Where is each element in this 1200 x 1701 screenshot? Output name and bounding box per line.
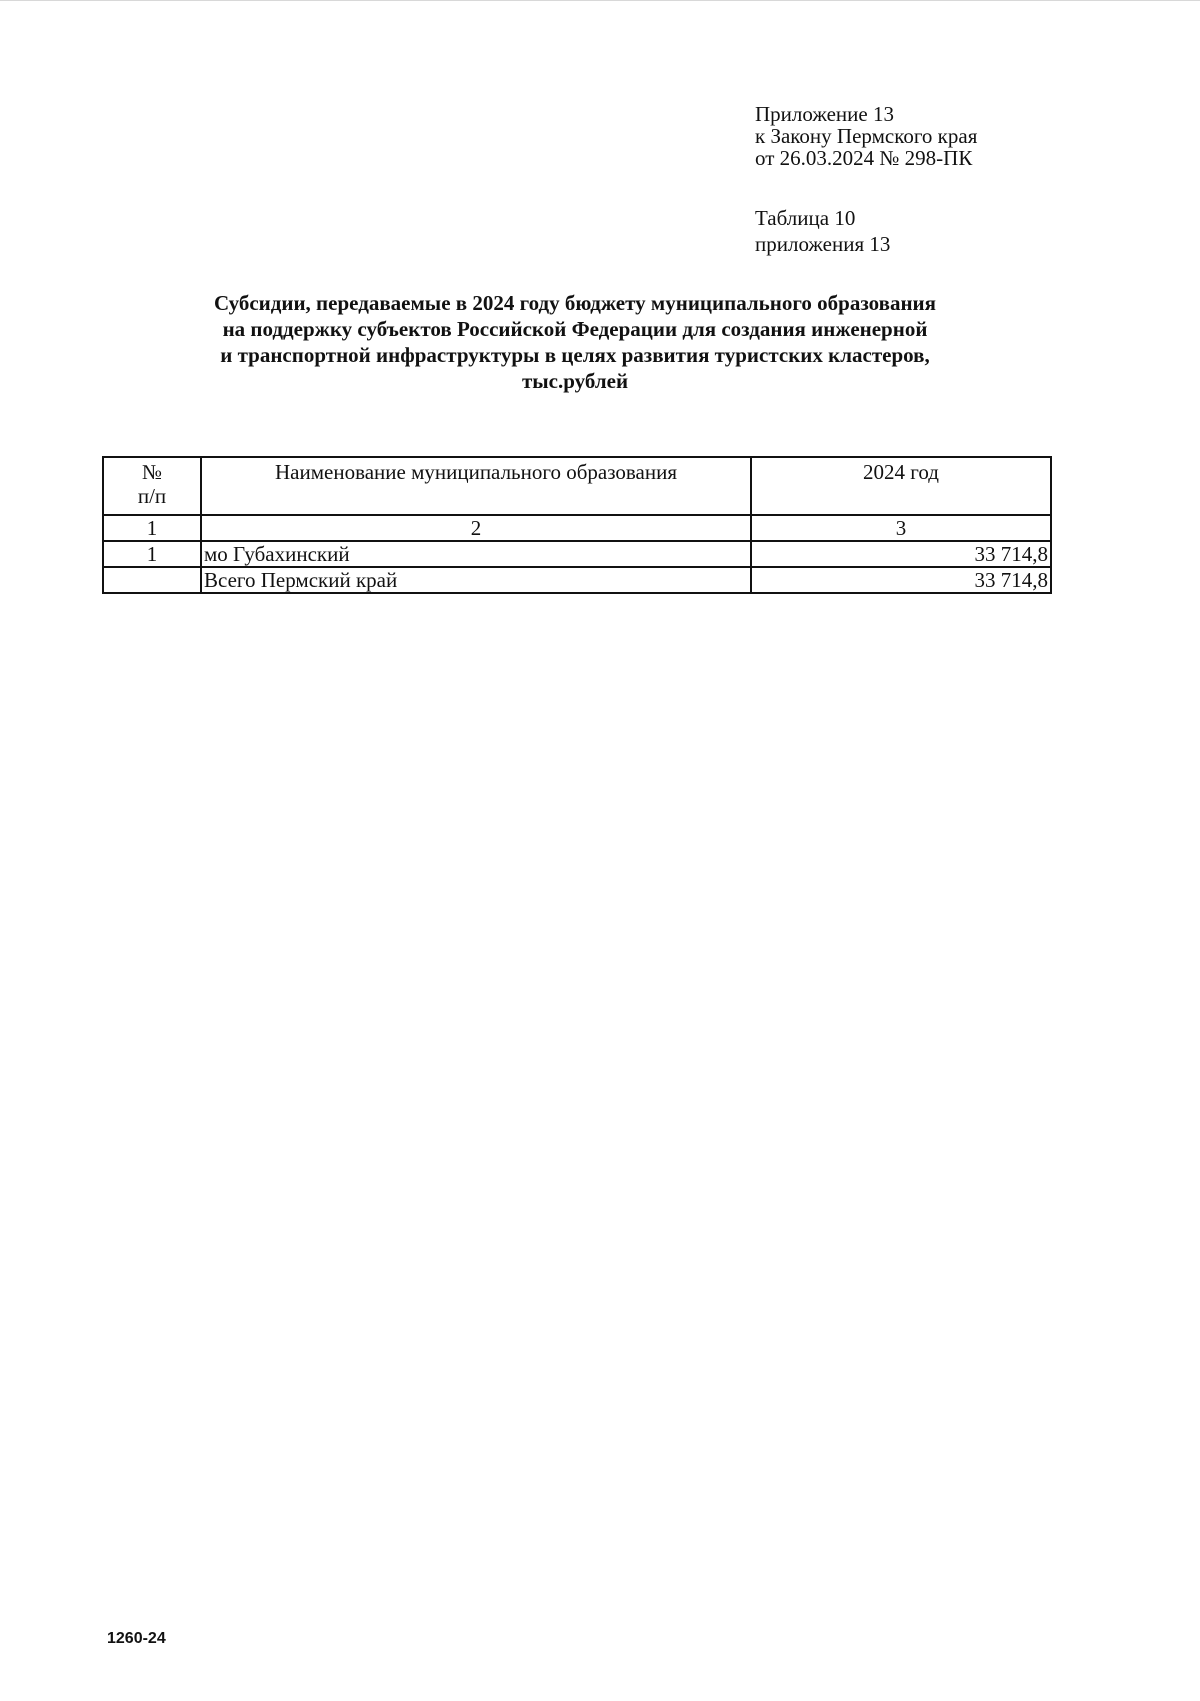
title-line-3: и транспортной инфраструктуры в целях развития туристских кластеров, [220, 343, 930, 367]
appendix-line-3: от 26.03.2024 № 298-ПК [755, 146, 973, 170]
row-name-cell: мо Губахинский [201, 541, 751, 567]
document-code: 1260-24 [107, 1630, 166, 1647]
row-number-cell: 1 [103, 541, 201, 567]
header-year-cell: 2024 год [751, 457, 1051, 515]
appendix-reference [755, 103, 977, 169]
header-number-symbol: № [141, 460, 163, 484]
subsidy-table [102, 456, 1052, 594]
table-total-row [103, 567, 1051, 593]
column-number-row [103, 515, 1051, 541]
header-number-cell [103, 457, 201, 515]
table-reference [755, 205, 890, 257]
column-number-2: 2 [201, 515, 751, 541]
total-name-cell: Всего Пермский край [201, 567, 751, 593]
row-value-cell: 33 714,8 [751, 541, 1051, 567]
column-number-3: 3 [751, 515, 1051, 541]
table-ref-line-2: приложения 13 [755, 232, 891, 256]
column-number-1: 1 [103, 515, 201, 541]
title-line-1: Субсидии, передаваемые в 2024 году бюджету муниципального образования [213, 291, 937, 315]
document-title [140, 290, 1010, 394]
table-ref-line-1: Таблица 10 [755, 206, 856, 230]
title-line-4: тыс.рублей [521, 369, 629, 393]
header-name-cell: Наименование муниципального образования [201, 457, 751, 515]
header-number-abbrev: п/п [137, 484, 167, 508]
title-line-2: на поддержку субъектов Российской Федерации для создания инженерной [222, 317, 928, 341]
appendix-line-1: Приложение 13 [755, 102, 894, 126]
table-header-row [103, 457, 1051, 515]
table-row [103, 541, 1051, 567]
page-top-edge [0, 0, 1200, 1]
total-number-cell [103, 567, 201, 593]
appendix-line-2: к Закону Пермского края [755, 124, 978, 148]
total-value-cell: 33 714,8 [751, 567, 1051, 593]
